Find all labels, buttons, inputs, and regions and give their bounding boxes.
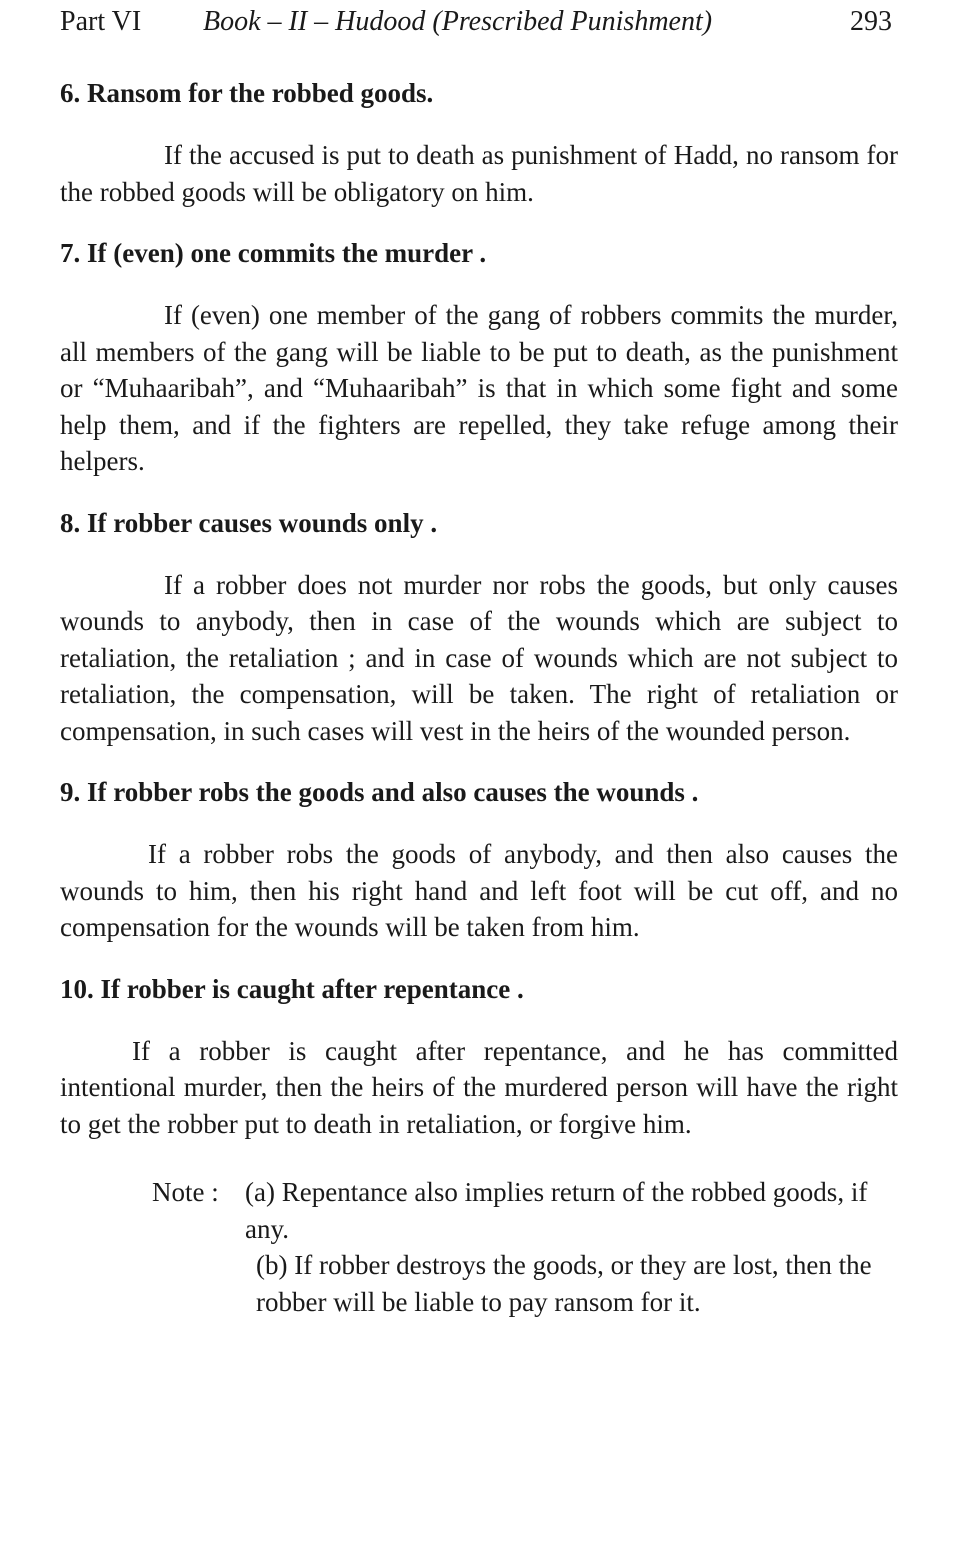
page-body xyxy=(60,74,898,1320)
section-9-paragraph: If a robber robs the goods of anybody, and then also causes the wounds to him, then his right hand and left foot will be cut off, and no compensation for the wounds will be taken from him. xyxy=(60,839,898,942)
section-10-heading: 10. If robber is caught after repentance . xyxy=(60,973,524,1004)
section-8-paragraph: If a robber does not murder nor robs the goods, but only causes wounds to anybody, then in case of the wounds which are subject to retaliation, the retaliation ; and in case of wounds which are not subject to retaliation, the compensation, will be taken. The right of retaliation or compensation, in such cases will vest in the heirs of the wounded person. xyxy=(60,569,898,746)
note-label: Note : xyxy=(152,1177,219,1207)
section-10-paragraph: If a robber is caught after repentance, and he has committed intentional murder, then the heirs of the murdered person will have the right to get the robber put to death in retaliation, or forgive him. xyxy=(60,1035,898,1139)
note-block xyxy=(60,1174,898,1320)
book-title: Book – II – Hudood (Prescribed Punishment) xyxy=(203,6,713,37)
section-6-heading: 6. Ransom for the robbed goods. xyxy=(60,78,434,108)
section-8-heading: 8. If robber causes wounds only . xyxy=(60,507,438,538)
note-item-a: (a) Repentance also implies return of the robbed goods, if any. xyxy=(245,1177,868,1244)
section-7-heading: 7. If (even) one commits the murder . xyxy=(60,238,487,268)
running-header xyxy=(60,4,892,40)
part-label: Part VI xyxy=(60,6,142,37)
section-7-paragraph: If (even) one member of the gang of robbers commits the murder, all members of the gang will be liable to be put to death, as the punishment or “Muhaaribah”, and “Muhaaribah” is that in which some fight and some help them, and if the fighters are repelled, they take refuge among their helpers. xyxy=(60,300,898,476)
section-9-heading: 9. If robber robs the goods and also causes the wounds . xyxy=(60,777,699,807)
section-6-paragraph: If the accused is put to death as punishment of Hadd, no ransom for the robbed goods will be obligatory on him. xyxy=(60,140,898,207)
note-item-b: (b) If robber destroys the goods, or they are lost, then the robber will be liable to pay ransom for it. xyxy=(256,1250,872,1317)
page-number: 293 xyxy=(850,6,892,37)
